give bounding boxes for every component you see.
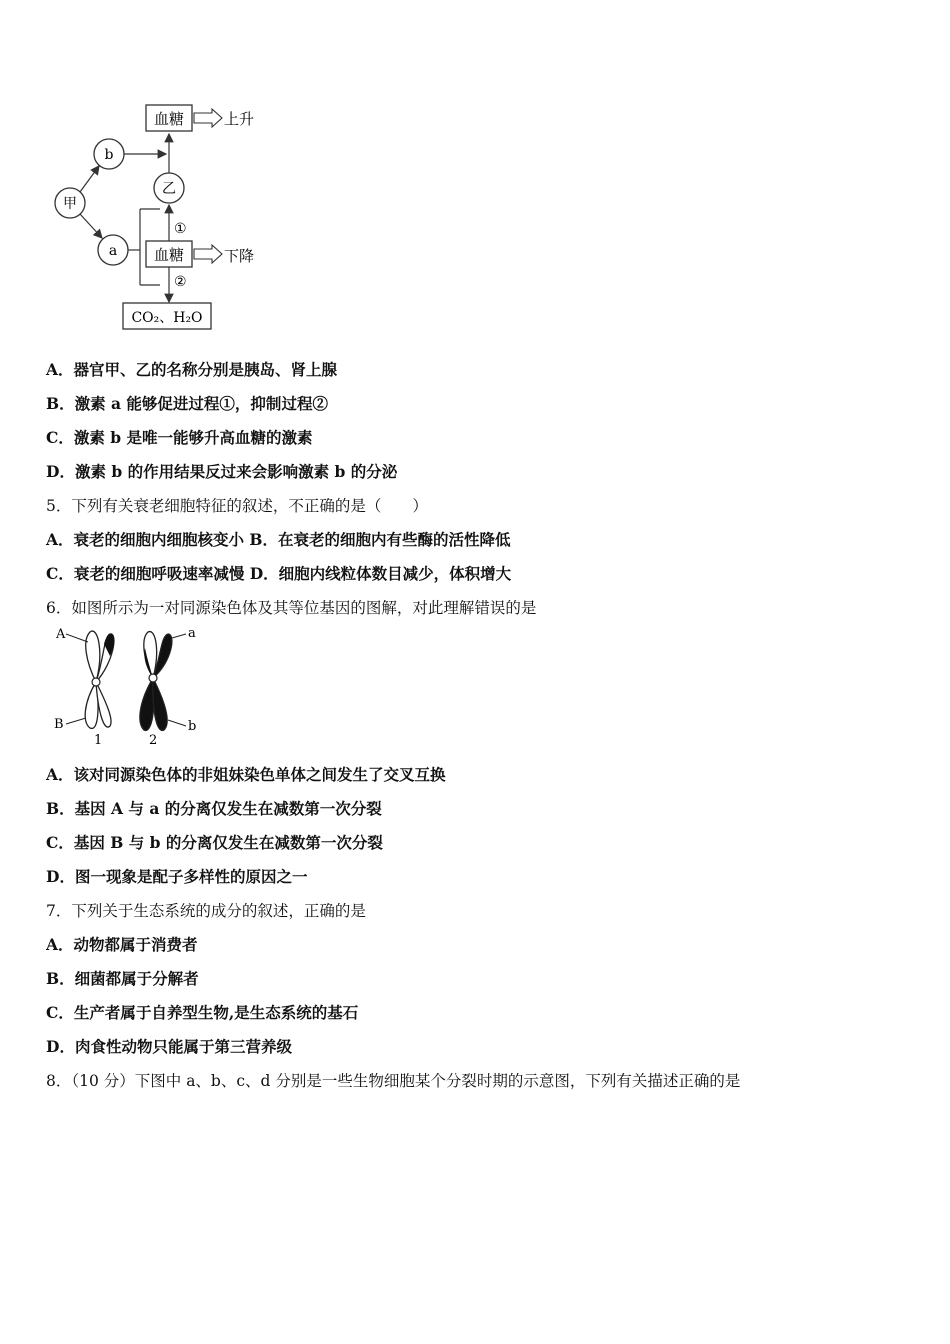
q7-option-a: A．动物都属于消费者 [46, 935, 198, 954]
q4-option-b: B．激素 a 能够促进过程①，抑制过程② [46, 394, 328, 413]
chromosome-figure [48, 622, 208, 747]
box-mid-label: 血糖 [153, 246, 185, 264]
hollow-arrow-icon [194, 109, 222, 127]
down-label: 下降 [224, 247, 255, 265]
box-top-label: 血糖 [153, 110, 185, 128]
q5-options-row2: C．衰老的细胞呼吸速率减慢 D．细胞内线粒体数目减少，体积增大 [46, 564, 512, 583]
q7-option-d: D．肉食性动物只能属于第三营养级 [46, 1037, 292, 1056]
hollow-arrow-icon [194, 245, 222, 263]
chromosome-1 [85, 631, 114, 728]
blood-sugar-diagram [40, 95, 280, 340]
q7-stem: 7．下列关于生态系统的成分的叙述，正确的是 [46, 902, 366, 920]
q6-option-b: B．基因 A 与 a 的分离仅发生在减数第一次分裂 [46, 799, 382, 818]
q7-option-c: C．生产者属于自养型生物,是生态系统的基石 [46, 1003, 359, 1022]
node-yi-label: 乙 [162, 181, 176, 197]
node-jia-label: 甲 [63, 196, 77, 212]
chromosome-2 [140, 632, 172, 731]
mark-2: ② [174, 274, 187, 290]
node-a-label: a [108, 243, 118, 259]
q6-option-c: C．基因 B 与 b 的分离仅发生在减数第一次分裂 [46, 833, 383, 852]
up-label: 上升 [224, 110, 255, 128]
node-b-label: b [104, 147, 114, 163]
label-b: b [188, 719, 197, 734]
mark-1: ① [174, 221, 187, 237]
q5-stem: 5．下列有关衰老细胞特征的叙述，不正确的是（ ） [46, 497, 428, 515]
q7-option-b: B．细菌都属于分解者 [46, 969, 199, 988]
label-A: A [56, 627, 66, 642]
q4-option-a: A．器官甲、乙的名称分别是胰岛、肾上腺 [46, 360, 338, 379]
q6-stem: 6．如图所示为一对同源染色体及其等位基因的图解，对此理解错误的是 [46, 599, 537, 617]
label-B: B [54, 717, 64, 732]
q6-option-d: D．图一现象是配子多样性的原因之一 [46, 867, 308, 886]
label-a: a [188, 626, 196, 641]
q4-option-d: D．激素 b 的作用结果反过来会影响激素 b 的分泌 [46, 462, 398, 481]
q8-stem: 8．（10 分）下图中 a、b、c、d 分别是一些生物细胞某个分裂时期的示意图，下列有关描述正确的是 [46, 1072, 741, 1090]
q6-option-a: A．该对同源染色体的非姐妹染色单体之间发生了交叉互换 [46, 765, 446, 784]
label-2: 2 [149, 733, 158, 747]
label-1: 1 [94, 733, 103, 747]
q4-option-c: C．激素 b 是唯一能够升高血糖的激素 [46, 428, 313, 447]
q5-options-row1: A．衰老的细胞内细胞核变小 B．在衰老的细胞内有些酶的活性降低 [46, 530, 511, 549]
box-bottom-label: CO₂、H₂O [131, 310, 203, 326]
